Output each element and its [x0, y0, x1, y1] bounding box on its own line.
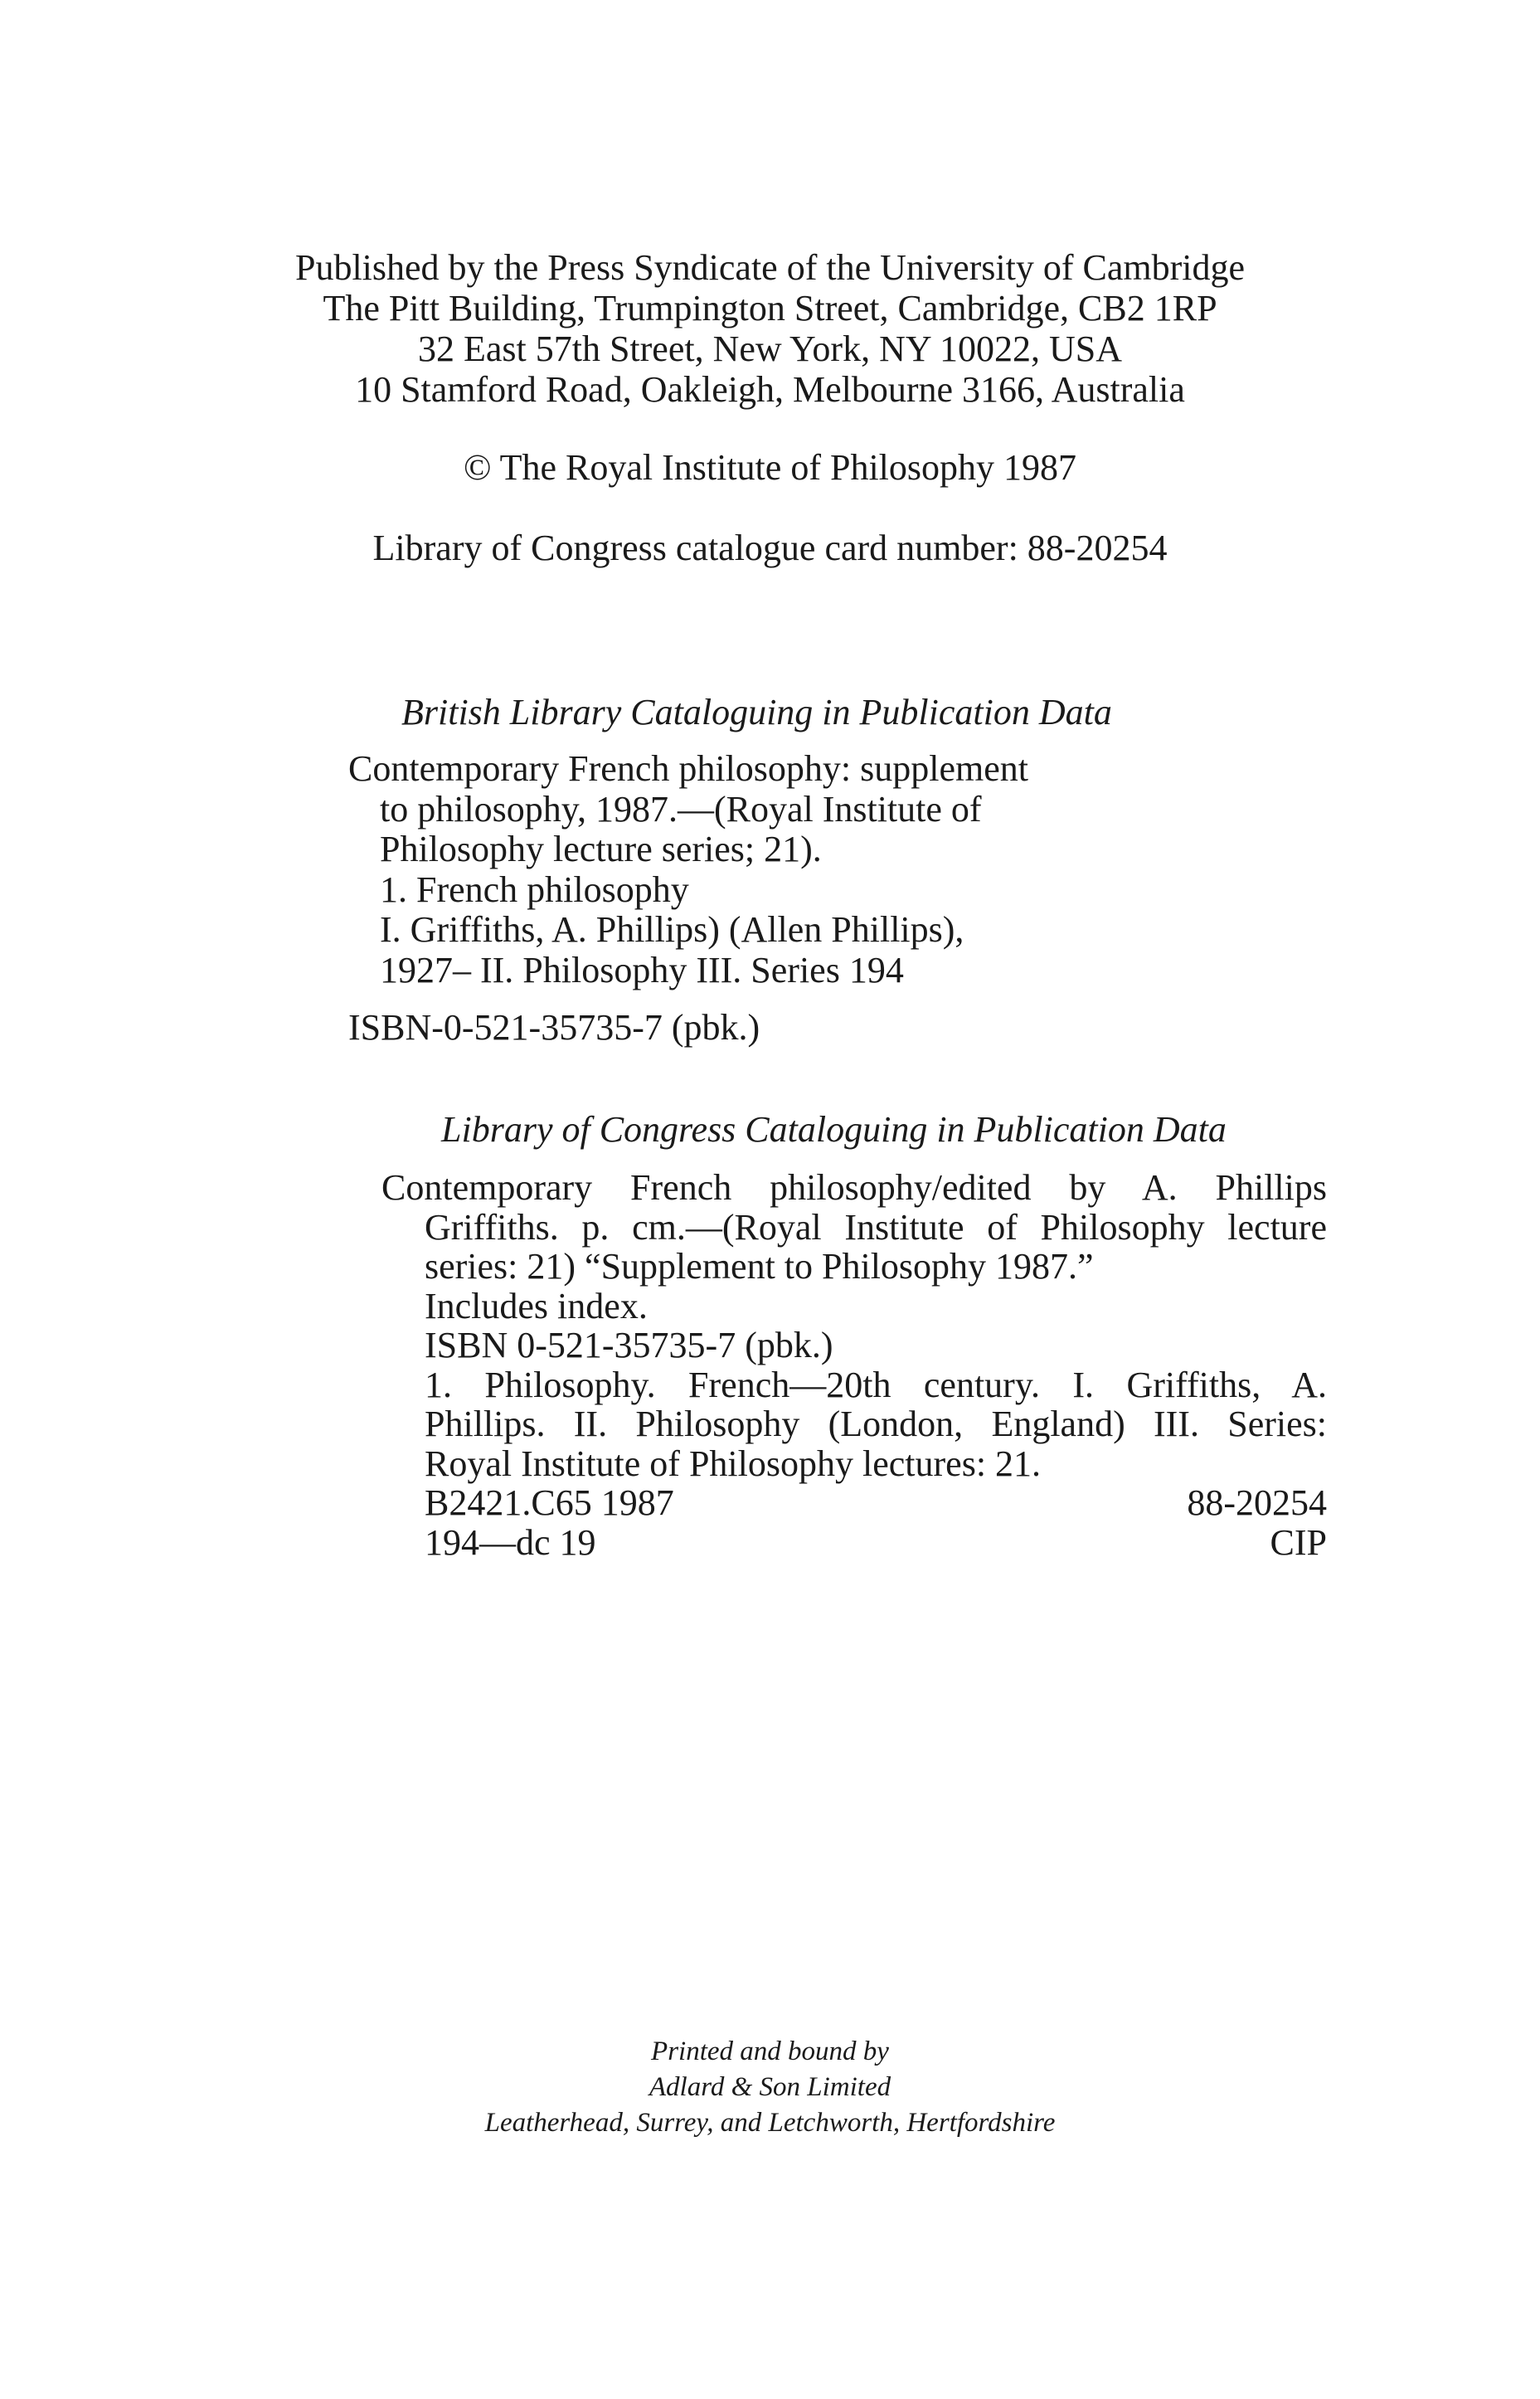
loc-call-number-row	[381, 1483, 1327, 1523]
loc-heading: Library of Congress Cataloguing in Publication Data	[441, 1109, 1227, 1150]
british-library-heading: British Library Cataloguing in Publication Data	[401, 692, 1112, 732]
printer-line: Leatherhead, Surrey, and Letchworth, Hertfordshire	[484, 2108, 1056, 2138]
publisher-line: 32 East 57th Street, New York, NY 10022, USA	[417, 328, 1123, 369]
publisher-address	[0, 247, 1540, 410]
loc-dewey: 194—dc 19	[425, 1521, 596, 1563]
bl-record-line: to philosophy, 1987.—(Royal Institute of	[380, 788, 982, 830]
bl-record-line: I. Griffiths, A. Phillips) (Allen Phillips),	[380, 909, 964, 950]
loc-record-line: Royal Institute of Philosophy lectures: 21.	[425, 1443, 1042, 1484]
printer-line: Adlard & Son Limited	[649, 2072, 891, 2102]
loc-record-line: Phillips. II. Philosophy (London, England) III. Series:	[425, 1404, 1327, 1444]
printer-colophon	[0, 2034, 1540, 2141]
printer-line: Printed and bound by	[651, 2036, 889, 2066]
loc-record-line: Contemporary French philosophy/edited by A. Phillips	[381, 1167, 1327, 1208]
loc-dewey-row	[381, 1523, 1327, 1563]
publisher-line: 10 Stamford Road, Oakleigh, Melbourne 3166, Australia	[355, 369, 1185, 410]
loc-cip: CIP	[1270, 1521, 1327, 1563]
publisher-line: The Pitt Building, Trumpington Street, Cambridge, CB2 1RP	[323, 288, 1217, 328]
british-library-record	[348, 749, 1028, 990]
bl-record-line: 1. French philosophy	[380, 869, 689, 910]
bl-record-line: 1927– II. Philosophy III. Series 194	[380, 949, 904, 990]
publisher-line: Published by the Press Syndicate of the University of Cambridge	[294, 247, 1246, 288]
bl-record-line: Philosophy lecture series; 21).	[380, 829, 822, 869]
loc-call-number: B2421.C65 1987	[425, 1482, 674, 1523]
loc-record	[381, 1168, 1327, 1562]
loc-record-line: series: 21) “Supplement to Philosophy 1987.”	[425, 1246, 1094, 1287]
loc-record-line: ISBN 0-521-35735-7 (pbk.)	[425, 1325, 833, 1365]
loc-record-line: Includes index.	[425, 1285, 648, 1326]
copyright-notice: © The Royal Institute of Philosophy 1987	[463, 447, 1077, 488]
bl-isbn: ISBN-0-521-35735-7 (pbk.)	[348, 1007, 760, 1048]
loc-card-number-right: 88-20254	[1187, 1482, 1327, 1523]
loc-record-line: Griffiths. p. cm.—(Royal Institute of Philosophy lecture	[425, 1206, 1327, 1248]
loc-card-number: Library of Congress catalogue card number: 88-20254	[372, 528, 1168, 568]
bl-record-line: Contemporary French philosophy: supplement	[348, 748, 1028, 789]
loc-record-line: 1. Philosophy. French—20th century. I. Griffiths, A.	[425, 1364, 1327, 1405]
